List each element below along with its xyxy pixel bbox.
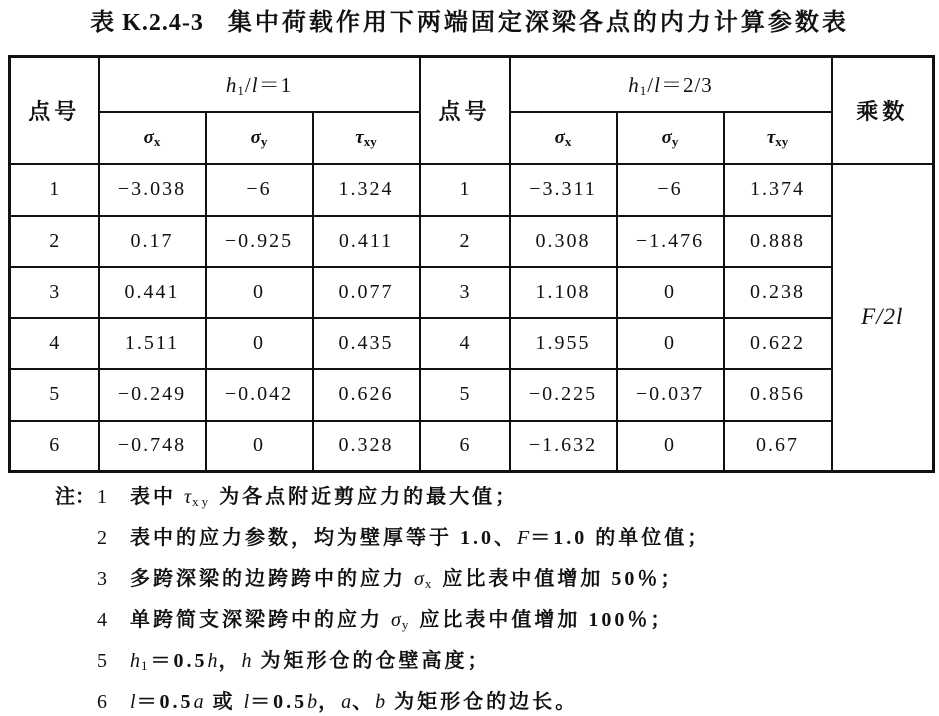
- table-caption: 集中荷载作用下两端固定深梁各点的内力计算参数表: [227, 10, 849, 36]
- column-header-sigma-x: [99, 112, 206, 164]
- tau-xy-cell: 0.238: [724, 267, 832, 318]
- ratio-separator: /: [647, 73, 655, 98]
- ratio-header-group-2: [510, 57, 832, 112]
- note-text-segment: 应比表中值增加 50％；: [434, 568, 684, 590]
- note-2: [0, 525, 939, 551]
- point-cell: 4: [10, 318, 99, 369]
- tau-xy-cell: 0.622: [724, 318, 832, 369]
- tau-xy-cell: 0.888: [724, 216, 832, 267]
- point-header: 点号: [420, 57, 510, 164]
- point-cell: 5: [10, 369, 99, 421]
- sigma-x-cell: 0.308: [510, 216, 617, 267]
- tau-xy-cell: 0.626: [313, 369, 420, 421]
- note-3: [0, 566, 939, 592]
- note-text-segment: ＝0.5: [136, 691, 194, 713]
- point-header: 点号: [10, 57, 99, 164]
- point-cell: 5: [420, 369, 510, 421]
- point-cell: 6: [10, 421, 99, 472]
- sigma-y-cell: −0.037: [617, 369, 724, 421]
- sigma-y-cell: 0: [206, 421, 313, 472]
- note-text-segment: ＝0.5: [150, 650, 208, 672]
- tau-xy-cell: 1.374: [724, 164, 832, 216]
- table-row: [10, 369, 934, 421]
- note-number: 1: [97, 486, 107, 508]
- sigma-x-cell: −0.748: [99, 421, 206, 472]
- sigma-x-cell: 0.17: [99, 216, 206, 267]
- math-symbol: h: [130, 650, 141, 672]
- sigma-y-cell: 0: [617, 318, 724, 369]
- math-symbol: b: [375, 691, 387, 713]
- ratio-var-l: l: [251, 73, 259, 98]
- sigma-x-cell: −0.225: [510, 369, 617, 421]
- note-number: 6: [97, 691, 107, 713]
- math-subscript: xy: [192, 494, 212, 509]
- tau-xy-cell: 0.67: [724, 421, 832, 472]
- math-symbol: l: [243, 691, 251, 713]
- note-prefix: 注：: [55, 486, 95, 508]
- note-text: [130, 566, 683, 592]
- stress-symbol: σ: [554, 126, 565, 148]
- tau-xy-cell: 0.328: [313, 421, 420, 472]
- ratio-var-h: h: [225, 73, 238, 98]
- sigma-x-cell: −1.632: [510, 421, 617, 472]
- column-header-sigma-y: [617, 112, 724, 164]
- stress-symbol: σ: [143, 126, 154, 148]
- note-5: [0, 648, 939, 674]
- note-text-segment: 为矩形仓的边长。: [386, 691, 579, 713]
- multiplier-header: 乘数: [832, 57, 934, 164]
- stress-symbol: τ: [355, 126, 364, 148]
- sigma-x-cell: 1.955: [510, 318, 617, 369]
- note-text-segment: 表中: [130, 486, 184, 508]
- ratio-value: ＝2/3: [660, 73, 713, 98]
- point-cell: 2: [420, 216, 510, 267]
- sigma-x-cell: −3.311: [510, 164, 617, 216]
- ratio-value: ＝1: [258, 73, 293, 98]
- math-symbol: F: [517, 527, 531, 549]
- note-4: [0, 607, 939, 633]
- sigma-x-cell: 1.108: [510, 267, 617, 318]
- point-cell: 3: [10, 267, 99, 318]
- point-cell: 1: [420, 164, 510, 216]
- sigma-y-cell: −1.476: [617, 216, 724, 267]
- note-text-segment: 、: [352, 691, 376, 713]
- point-cell: 1: [10, 164, 99, 216]
- tau-xy-cell: 0.077: [313, 267, 420, 318]
- math-subscript: y: [401, 617, 412, 632]
- note-text-segment: ，: [318, 691, 342, 713]
- stress-subscript: xy: [775, 133, 789, 149]
- math-symbol: h: [241, 650, 253, 672]
- column-header-tau-xy: [724, 112, 832, 164]
- point-cell: 3: [420, 267, 510, 318]
- math-symbol: τ: [184, 486, 193, 508]
- note-text-segment: 单跨简支深梁跨中的应力: [130, 609, 391, 631]
- stress-subscript: x: [153, 133, 161, 149]
- note-text-segment: 多跨深梁的边跨跨中的应力: [130, 568, 414, 590]
- note-text-segment: 为矩形仓的仓壁高度；: [252, 650, 491, 672]
- tau-xy-cell: 0.856: [724, 369, 832, 421]
- note-text: [130, 525, 710, 551]
- stress-subscript: y: [671, 133, 679, 149]
- ratio-var-h: h: [628, 73, 640, 98]
- sigma-y-cell: 0: [206, 267, 313, 318]
- note-text-segment: 为各点附近剪应力的最大值；: [211, 486, 519, 508]
- note-1: [0, 484, 939, 510]
- tau-xy-cell: 1.324: [313, 164, 420, 216]
- sigma-y-cell: −0.925: [206, 216, 313, 267]
- math-symbol: a: [341, 691, 353, 713]
- note-text: [130, 689, 578, 715]
- header-row: [10, 57, 934, 112]
- note-text-segment: 或: [204, 691, 244, 713]
- note-text: [130, 484, 518, 510]
- table-title: [0, 7, 939, 39]
- note-6: [0, 689, 939, 715]
- math-subscript: x: [424, 576, 435, 591]
- ratio-subscript: 1: [237, 83, 245, 99]
- stress-symbol: σ: [661, 126, 672, 148]
- note-text: [130, 607, 673, 633]
- note-number: 3: [97, 568, 107, 590]
- table-row: [10, 164, 934, 216]
- table-row: [10, 318, 934, 369]
- ratio-separator: /: [244, 73, 252, 98]
- note-text-segment: 表中的应力参数，均为壁厚等于 1.0、: [130, 527, 517, 549]
- tau-xy-cell: 0.435: [313, 318, 420, 369]
- sigma-y-cell: −6: [617, 164, 724, 216]
- note-text-segment: ＝0.5: [250, 691, 308, 713]
- column-header-sigma-y: [206, 112, 313, 164]
- math-symbol: h: [207, 650, 219, 672]
- math-symbol: l: [130, 691, 137, 713]
- sigma-y-cell: −0.042: [206, 369, 313, 421]
- table-row: [10, 421, 934, 472]
- point-cell: 2: [10, 216, 99, 267]
- parameter-table: [8, 55, 935, 473]
- table-row: [10, 216, 934, 267]
- stress-subscript: y: [260, 133, 268, 149]
- stress-symbol: τ: [766, 126, 776, 148]
- ratio-subscript: 1: [639, 83, 648, 99]
- stress-subscript: xy: [363, 133, 377, 149]
- tau-xy-cell: 0.411: [313, 216, 420, 267]
- sigma-y-cell: 0: [617, 267, 724, 318]
- note-number: 5: [97, 650, 107, 672]
- table-number: 表 K.2.4-3: [90, 10, 204, 36]
- sigma-x-cell: −3.038: [99, 164, 206, 216]
- math-symbol: a: [193, 691, 205, 713]
- sigma-x-cell: 0.441: [99, 267, 206, 318]
- sigma-x-cell: −0.249: [99, 369, 206, 421]
- note-text-segment: ＝1.0 的单位值；: [530, 527, 711, 549]
- note-number: 4: [97, 609, 107, 631]
- multiplier-cell: F/2l: [832, 164, 934, 472]
- math-symbol: σ: [391, 609, 402, 631]
- note-text-segment: 应比表中值增加 100％；: [411, 609, 674, 631]
- math-subscript: 1: [141, 658, 151, 673]
- table-notes: [0, 484, 939, 715]
- point-cell: 6: [420, 421, 510, 472]
- sigma-y-cell: −6: [206, 164, 313, 216]
- stress-symbol: σ: [250, 126, 261, 148]
- column-header-sigma-x: [510, 112, 617, 164]
- point-cell: 4: [420, 318, 510, 369]
- note-text: [130, 648, 491, 674]
- table-row: [10, 267, 934, 318]
- note-text-segment: ，: [218, 650, 242, 672]
- stress-subscript: x: [564, 133, 572, 149]
- sigma-y-cell: 0: [617, 421, 724, 472]
- ratio-header-group-1: [99, 57, 420, 112]
- column-header-tau-xy: [313, 112, 420, 164]
- sigma-x-cell: 1.511: [99, 318, 206, 369]
- sigma-y-cell: 0: [206, 318, 313, 369]
- ratio-var-l: l: [654, 73, 661, 98]
- math-symbol: σ: [414, 568, 425, 590]
- math-symbol: b: [307, 691, 319, 713]
- note-number: 2: [97, 527, 107, 549]
